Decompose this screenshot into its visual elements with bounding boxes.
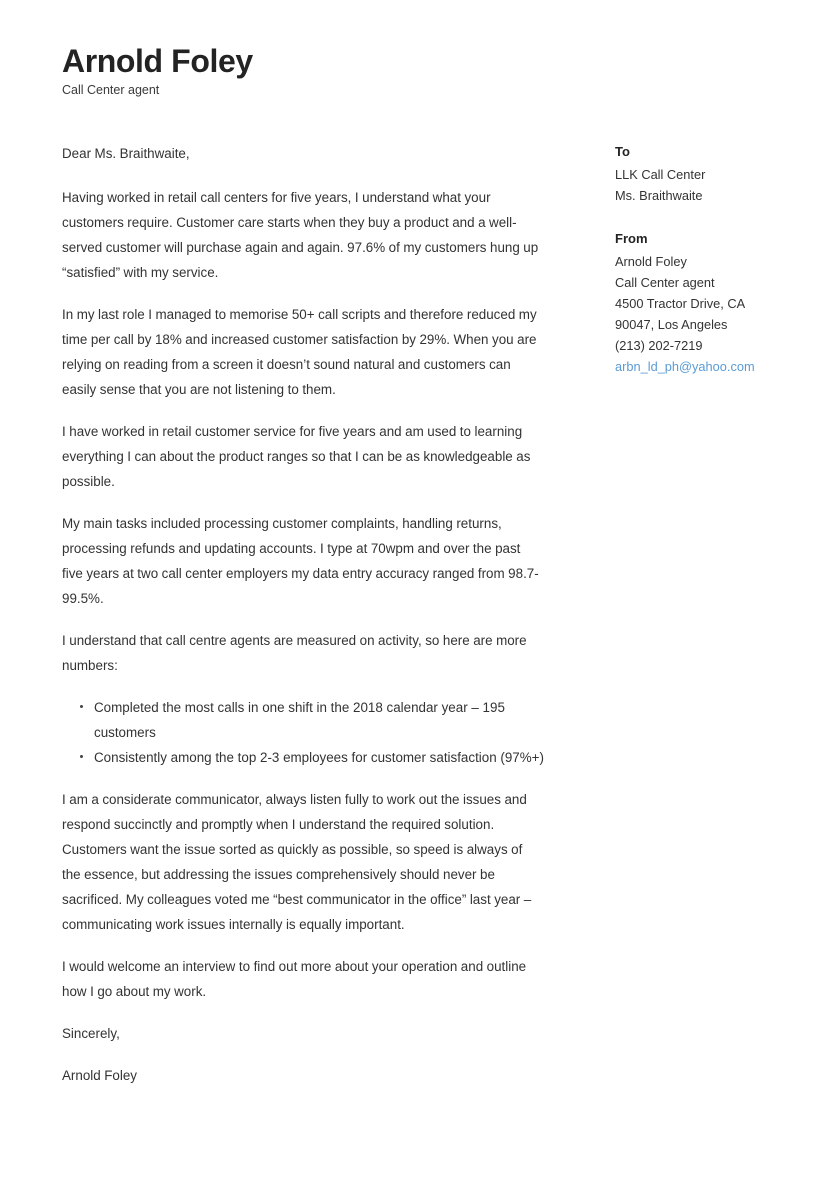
contact-sidebar: [615, 141, 815, 377]
sender-heading: From: [615, 231, 648, 246]
sender-email-link[interactable]: arbn_ld_ph@yahoo.com: [615, 359, 755, 374]
letter-header: [62, 44, 622, 98]
body-paragraph-1: Having worked in retail call centers for five years, I understand what your customers require. Customer care starts when they buy a product and a well-served customer will purchase again and again. 97.6% of my customers hung up “satisfied” with my service.: [62, 190, 539, 280]
sender-name: Arnold Foley: [615, 254, 687, 269]
body-paragraph-4: My main tasks included processing customer complaints, handling returns, processing refunds and updating accounts. I type at 70wpm and over the past five years at two call center employers my data entry accuracy ranged from 98.7-99.5%.: [62, 516, 539, 606]
bullet-dot-icon: [80, 705, 83, 708]
achievements-list: [62, 695, 544, 770]
body-paragraph-2: In my last role I managed to memorise 50+ call scripts and therefore reduced my time per call by 18% and increased customer satisfaction by 29%. When you are relying on reading from a screen it doesn’t sound natural and customers can easily sense that you are not listening to them.: [62, 307, 537, 397]
sender-job-title: Call Center agent: [615, 275, 715, 290]
recipient-company: LLK Call Center: [615, 167, 706, 182]
recipient-block: [615, 141, 815, 206]
body-paragraph-5: I am a considerate communicator, always listen fully to work out the issues and respond succinctly and promptly when I understand the required solution. Customers want the issue sorted as quickly as possible, so speed is always of the essence, but addressing the issues comprehensively should never be sacrificed. My colleagues voted me “best communicator in the office” last year – communicating work issues internally is equally important.: [62, 792, 532, 932]
achievements-intro: I understand that call centre agents are measured on activity, so here are more numbers:: [62, 633, 527, 673]
sender-block: [615, 228, 815, 377]
sender-address-street: 4500 Tractor Drive, CA: [615, 296, 746, 311]
recipient-heading: To: [615, 144, 630, 159]
candidate-job-title: Call Center agent: [62, 83, 160, 98]
list-item-text: Consistently among the top 2-3 employees for customer satisfaction (97%+): [94, 750, 544, 765]
list-item-text: Completed the most calls in one shift in the 2018 calendar year – 195 customers: [94, 700, 505, 740]
candidate-name: Arnold Foley: [62, 43, 253, 79]
sender-phone: (213) 202-7219: [615, 338, 703, 353]
sender-address-city: 90047, Los Angeles: [615, 317, 728, 332]
bullet-dot-icon: [80, 755, 83, 758]
body-paragraph-3: I have worked in retail customer service for five years and am used to learning everything I can about the product ranges so that I can be as knowledgeable as possible.: [62, 424, 531, 489]
closing-salutation: Sincerely,: [62, 1026, 120, 1041]
body-paragraph-6: I would welcome an interview to find out more about your operation and outline how I go about my work.: [62, 959, 527, 999]
salutation: Dear Ms. Braithwaite,: [62, 146, 190, 161]
recipient-person: Ms. Braithwaite: [615, 188, 703, 203]
signature-name: Arnold Foley: [62, 1068, 137, 1083]
list-item: [80, 695, 544, 745]
letter-body: [62, 141, 544, 1088]
list-item: [80, 745, 544, 770]
